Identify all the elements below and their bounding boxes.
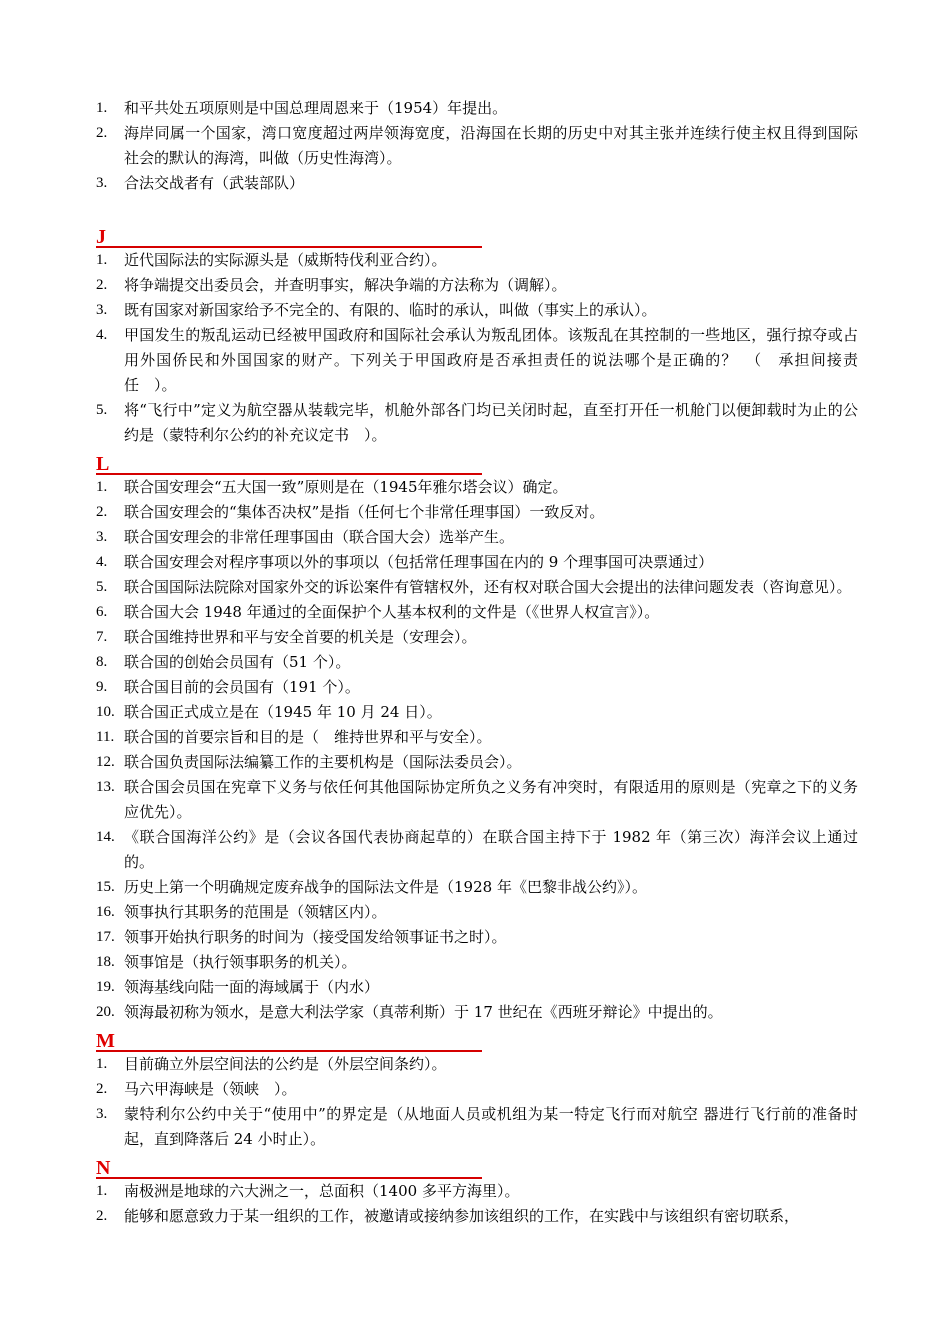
list-item-number: 16. — [96, 904, 115, 920]
list-item — [96, 1077, 858, 1102]
list-item-number: 2. — [96, 504, 108, 520]
list-item-number: 18. — [96, 954, 115, 970]
section-letter: M — [96, 1030, 115, 1052]
list-item-number: 5. — [96, 402, 108, 418]
section-letter: J — [96, 226, 106, 248]
list-item-text: 海岸同属一个国家，湾口宽度超过两岸领海宽度，沿海国在长期的历史中对其主张并连续行使主权且得到国际社会的默认的海湾，叫做（历史性海湾）。 — [124, 124, 858, 167]
list-item — [96, 925, 858, 950]
section-underline — [96, 246, 482, 248]
list-item-number: 11. — [96, 729, 115, 745]
list-item-number: 20. — [96, 1004, 115, 1020]
list-item — [96, 650, 858, 675]
list-item-text: 领海最初称为领水，是意大利法学家（真蒂利斯）于 17 世纪在《西班牙辩论》中提出的。 — [124, 1003, 723, 1021]
list-item — [96, 775, 858, 825]
section-underline — [96, 1177, 482, 1179]
list-item — [96, 1102, 858, 1152]
list-item-text: 领事馆是（执行领事职务的机关）。 — [124, 953, 357, 971]
list-item-text: 联合国安理会的“集体否决权”是指（任何七个非常任理事国）一致反对。 — [124, 503, 605, 521]
list-item-text: 联合国的首要宗旨和目的是（ 维持世界和平与安全）。 — [124, 728, 492, 746]
list-item-text: 联合国正式成立是在（1945 年 10 月 24 日）。 — [124, 703, 442, 721]
list-item-text: 领事开始执行职务的时间为（接受国发给领事证书之时）。 — [124, 928, 507, 946]
list-item-number: 6. — [96, 604, 108, 620]
list-item-number: 2. — [96, 1081, 108, 1097]
list-item — [96, 750, 858, 775]
list-item-number: 9. — [96, 679, 108, 695]
list-item — [96, 1204, 858, 1229]
list-item-number: 5. — [96, 579, 108, 595]
list-item — [96, 900, 858, 925]
list-item — [96, 625, 858, 650]
list-item-number: 15. — [96, 879, 115, 895]
list-item — [96, 96, 858, 121]
list-item — [96, 700, 858, 725]
list-item-text: 联合国大会 1948 年通过的全面保护个人基本权利的文件是（《世界人权宣言》）。 — [124, 603, 660, 621]
section-letter: L — [96, 453, 110, 475]
list-item-number: 14. — [96, 829, 115, 845]
list-item — [96, 575, 858, 600]
section-heading — [96, 1154, 858, 1179]
section-heading — [96, 223, 858, 248]
list-item — [96, 1052, 858, 1077]
list-item-text: 联合国安理会的非常任理事国由（联合国大会）选举产生。 — [124, 528, 515, 546]
list-item-text: 南极洲是地球的六大洲之一，总面积（1400 多平方海里）。 — [124, 1182, 520, 1200]
list-item — [96, 1000, 858, 1025]
section-underline — [96, 1050, 482, 1052]
list-item-number: 3. — [96, 302, 108, 318]
section-underline — [96, 473, 482, 475]
list-item-text: 联合国目前的会员国有（191 个）。 — [124, 678, 360, 696]
list-item-text: 近代国际法的实际源头是（威斯特伐利亚合约）。 — [124, 251, 447, 269]
list-item — [96, 725, 858, 750]
list-item — [96, 1179, 858, 1204]
list-item-text: 领事执行其职务的范围是（领辖区内）。 — [124, 903, 387, 921]
list-item-number: 17. — [96, 929, 115, 945]
list-item-number: 1. — [96, 479, 108, 495]
list-item-text: 联合国安理会“五大国一致”原则是在（1945年雅尔塔会议）确定。 — [124, 478, 568, 496]
list-item-text: 蒙特利尔公约中关于“使用中”的界定是（从地面人员或机组为某一特定飞行而对航空 器进行飞行前的准备时起，直到降落后 24 小时止）。 — [124, 1105, 858, 1148]
list-item-number: 1. — [96, 100, 108, 116]
section-heading — [96, 450, 858, 475]
list-item — [96, 675, 858, 700]
list-item — [96, 398, 858, 448]
list-item-number: 3. — [96, 529, 108, 545]
list-item-text: 将“飞行中”定义为航空器从装载完毕，机舱外部各门均已关闭时起，直至打开任一机舱门以便卸载时为止的公约是（蒙特利尔公约的补充议定书 ）。 — [124, 401, 858, 444]
list-item-number: 19. — [96, 979, 115, 995]
list-item-number: 4. — [96, 554, 108, 570]
list-item — [96, 975, 858, 1000]
list-item — [96, 323, 858, 398]
list-item — [96, 825, 858, 875]
list-item — [96, 248, 858, 273]
list-item — [96, 298, 858, 323]
list-item-number: 2. — [96, 277, 108, 293]
list-item-text: 和平共处五项原则是中国总理周恩来于（1954）年提出。 — [124, 99, 508, 117]
list-item — [96, 600, 858, 625]
list-item-number: 13. — [96, 779, 115, 795]
list-item-number: 4. — [96, 327, 108, 343]
list-item-number: 1. — [96, 1056, 108, 1072]
list-item-number: 12. — [96, 754, 115, 770]
list-item-text: 联合国负责国际法编纂工作的主要机构是（国际法委员会）。 — [124, 753, 522, 771]
list-item-text: 能够和愿意致力于某一组织的工作，被邀请或接纳参加该组织的工作，在实践中与该组织有密切联系， — [124, 1207, 800, 1225]
list-item-text: 将争端提交出委员会，并查明事实，解决争端的方法称为（调解）。 — [124, 276, 567, 294]
list-item-text: 历史上第一个明确规定废弃战争的国际法文件是（1928 年《巴黎非战公约》）。 — [124, 878, 647, 896]
list-item — [96, 500, 858, 525]
list-item-text: 合法交战者有（武装部队） — [124, 174, 305, 192]
section-spacer — [96, 196, 858, 221]
list-item-number: 8. — [96, 654, 108, 670]
list-item — [96, 475, 858, 500]
list-item — [96, 950, 858, 975]
list-item-number: 1. — [96, 1183, 108, 1199]
list-item — [96, 121, 858, 171]
list-item-text: 联合国国际法院除对国家外交的诉讼案件有管辖权外，还有权对联合国大会提出的法律问题发表（咨询意见）。 — [124, 578, 852, 596]
list-item — [96, 875, 858, 900]
list-item-text: 《联合国海洋公约》是（会议各国代表协商起草的）在联合国主持下于 1982 年（第三次）海洋会议上通过的。 — [124, 828, 858, 871]
list-item — [96, 550, 858, 575]
list-item-number: 3. — [96, 175, 108, 191]
list-item-text: 甲国发生的叛乱运动已经被甲国政府和国际社会承认为叛乱团体。该叛乱在其控制的一些地区，强行掠夺或占用外国侨民和外国国家的财产。下列关于甲国政府是否承担责任的说法哪个是正确的？ （ 承担间接责任 ）。 — [124, 326, 858, 394]
list-item-text: 联合国维持世界和平与安全首要的机关是（安理会）。 — [124, 628, 477, 646]
list-item-text: 联合国会员国在宪章下义务与依任何其他国际协定所负之义务有冲突时，有限适用的原则是（宪章之下的义务应优先）。 — [124, 778, 858, 821]
document-content — [96, 96, 858, 1229]
list-item-number: 7. — [96, 629, 108, 645]
list-item-number: 3. — [96, 1106, 108, 1122]
list-item-text: 联合国的创始会员国有（51 个）。 — [124, 653, 351, 671]
list-item — [96, 273, 858, 298]
list-item-text: 既有国家对新国家给予不完全的、有限的、临时的承认，叫做（事实上的承认）。 — [124, 301, 657, 319]
list-item-number: 2. — [96, 125, 108, 141]
list-item-number: 10. — [96, 704, 115, 720]
section-letter: N — [96, 1157, 111, 1179]
list-item-text: 目前确立外层空间法的公约是（外层空间条约）。 — [124, 1055, 447, 1073]
list-item-text: 领海基线向陆一面的海域属于（内水） — [124, 978, 380, 996]
list-item-number: 1. — [96, 252, 108, 268]
list-item — [96, 525, 858, 550]
section-heading — [96, 1027, 858, 1052]
list-item-text: 联合国安理会对程序事项以外的事项以（包括常任理事国在内的 9 个理事国可决票通过） — [124, 553, 714, 571]
list-item — [96, 171, 858, 196]
list-item-text: 马六甲海峡是（领峡 ）。 — [124, 1080, 297, 1098]
list-item-number: 2. — [96, 1208, 108, 1224]
